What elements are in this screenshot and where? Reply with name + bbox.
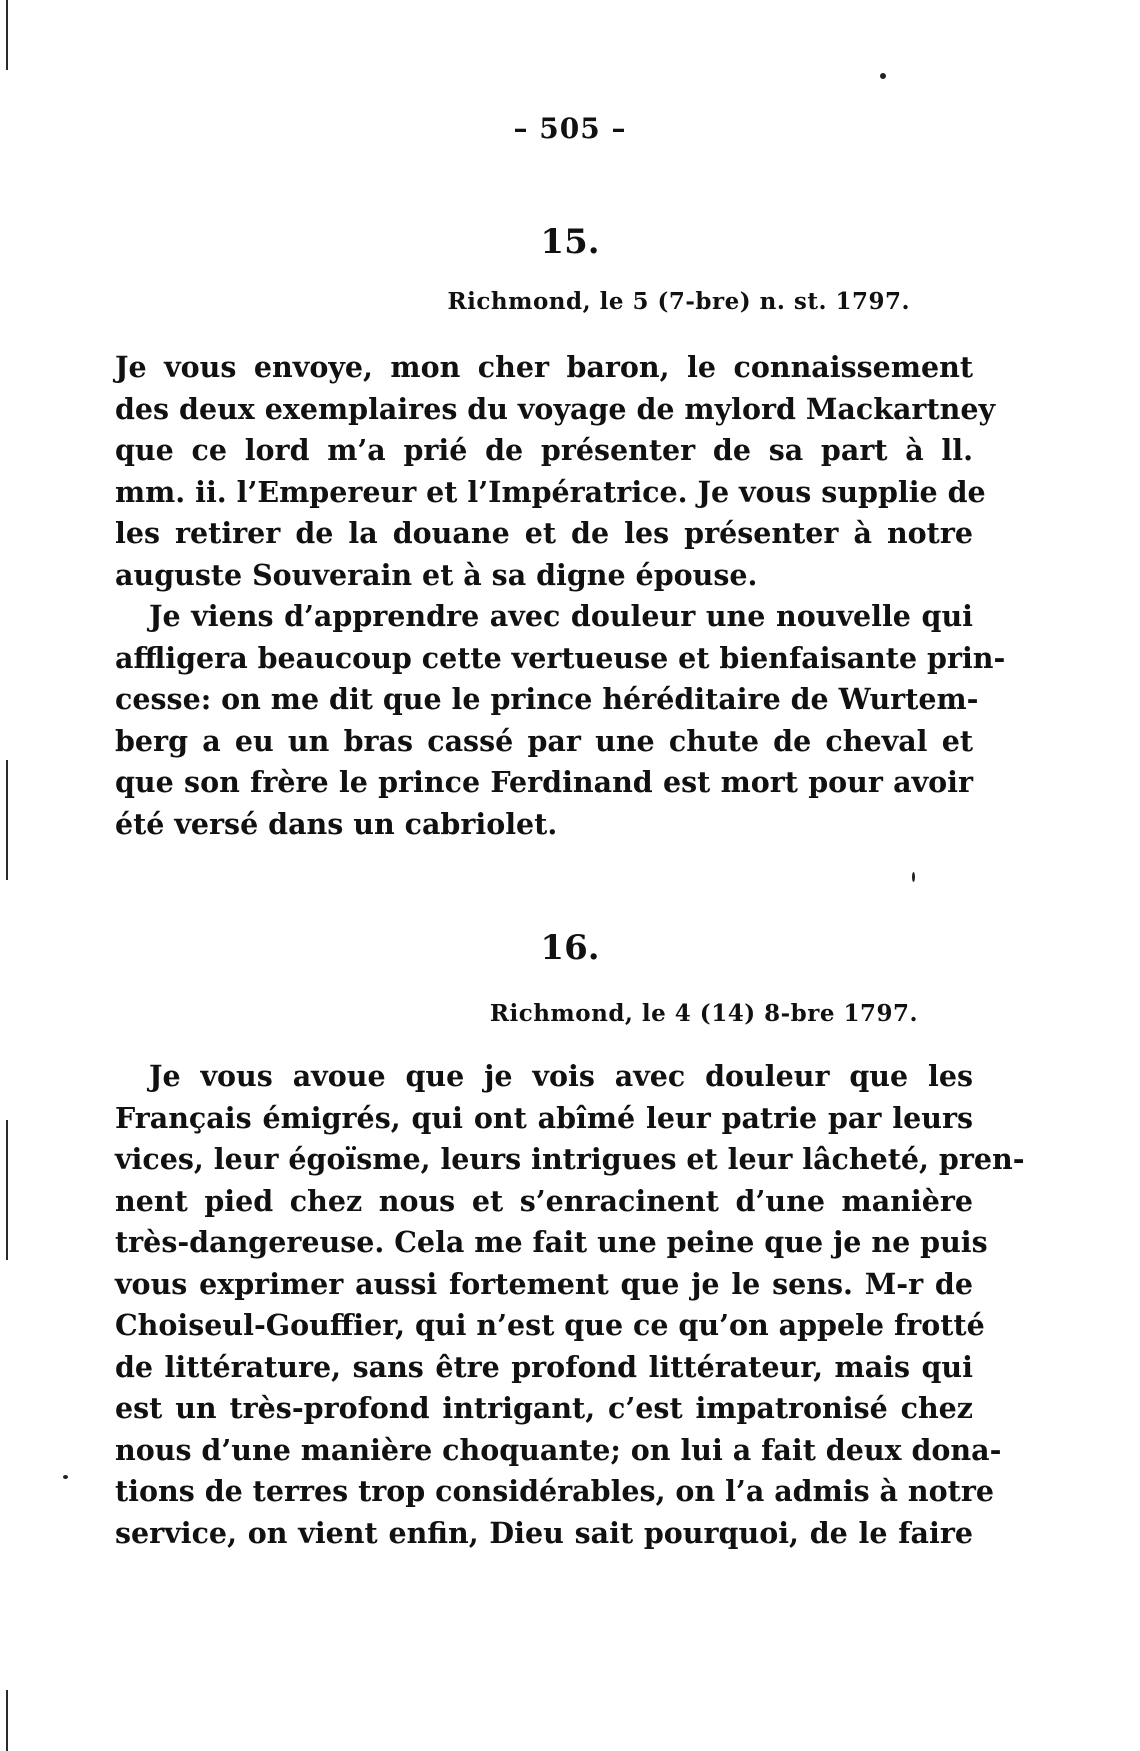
text-line: est un très-profond intrigant, c’est impatronisé chez [115,1391,973,1425]
text-line: tions de terres trop considérables, on l’a admis à notre [115,1474,994,1508]
text-line: auguste Souverain et à sa digne épouse. [115,557,758,592]
letter-dateline: Richmond, le 4 (14) 8-bre 1797. [489,1000,918,1027]
text-line: cesse: on me dit que le prince héréditaire de Wurtem- [115,682,979,716]
scan-speck [912,872,915,882]
scan-edge-line [6,1690,8,1751]
text-line: les retirer de la douane et de les présenter à notre [115,516,973,550]
text-line: Je vous envoye, mon cher baron, le connaissement [115,350,973,384]
letter-body [115,347,1006,845]
scan-speck [63,1475,68,1479]
text-line: mm. ii. l’Empereur et l’Impératrice. Je vous supplie de [115,474,986,509]
text-line: vices, leur égoïsme, leurs intrigues et leur lâcheté, pren- [115,1142,1025,1176]
text-line: Je vous avoue que je vois avec douleur que les [149,1059,973,1093]
text-line: affligera beaucoup cette vertueuse et bienfaisante prin- [115,640,1006,675]
text-line: berg a eu un bras cassé par une chute de cheval et [115,723,973,758]
text-line: service, on vient enfin, Dieu sait pourquoi, de le faire [115,1515,973,1550]
text-line: Français émigrés, qui ont abîmé leur patrie par leurs [115,1100,973,1135]
text-line: été versé dans un cabriolet. [115,806,558,841]
scan-edge-line [6,1120,8,1260]
text-line: Choiseul-Gouffier, qui n’est que ce qu’on appele frotté [115,1308,985,1342]
letter-dateline: Richmond, le 5 (7-bre) n. st. 1797. [447,288,910,315]
letter-number: 16. [540,928,600,968]
text-line: nent pied chez nous et s’enracinent d’une manière [115,1183,973,1218]
text-line: des deux exemplaires du voyage de mylord Mackartney [115,391,996,426]
text-line: vous exprimer aussi fortement que je le sens. M-r de [115,1266,973,1301]
text-line: que son frère le prince Ferdinand est mort pour avoir [115,765,973,799]
page-number: – 505 – [513,112,627,145]
scan-speck [880,73,886,79]
letter-body [115,1056,1025,1554]
letter-number: 15. [540,222,600,262]
scan-edge-line [6,0,8,70]
scan-edge-line [6,760,8,880]
text-line: nous d’une manière choquante; on lui a fait deux dona- [115,1432,1002,1467]
text-line: Je viens d’apprendre avec douleur une nouvelle qui [149,599,973,633]
text-line: très-dangereuse. Cela me fait une peine que je ne puis [115,1225,988,1259]
text-line: de littérature, sans être profond littérateur, mais qui [115,1349,973,1384]
text-line: que ce lord m’a prié de présenter de sa part à ll. [115,433,973,467]
